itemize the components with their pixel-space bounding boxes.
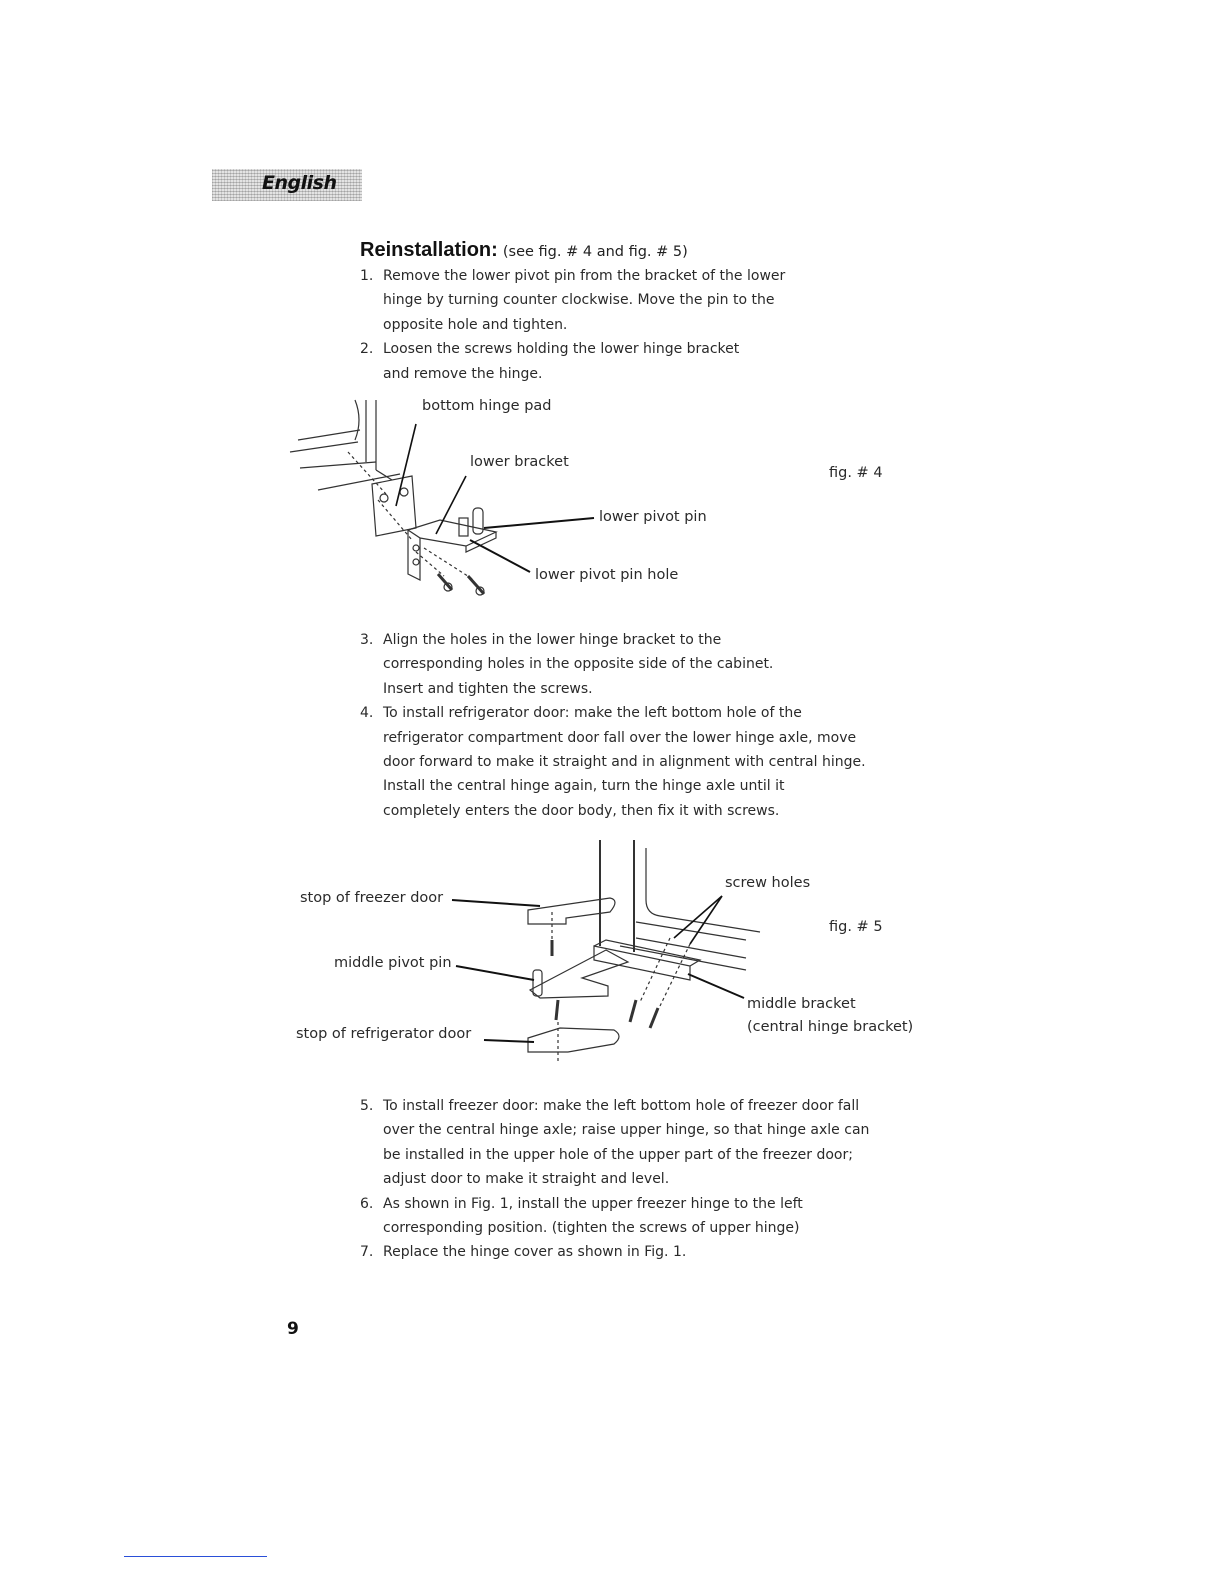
step-number: 1. <box>360 268 374 284</box>
step-item <box>360 1240 869 1264</box>
label-central-hinge-bracket: (central hinge bracket) <box>747 1019 914 1035</box>
label-bottom-hinge-pad: bottom hinge pad <box>422 398 552 414</box>
step-item <box>360 1192 869 1241</box>
step-number: 2. <box>360 341 374 358</box>
step-line: door forward to make it straight and in alignment with central hinge. <box>383 754 866 771</box>
label-stop-of-refrigerator-door: stop of refrigerator door <box>296 1026 472 1042</box>
step-line: refrigerator compartment door fall over the lower hinge axle, move <box>383 729 857 746</box>
step-line: adjust door to make it straight and level. <box>383 1171 670 1188</box>
figure-4-caption: fig. # 4 <box>829 465 883 481</box>
step-number: 6. <box>360 1195 374 1212</box>
steps-part2 <box>360 628 866 823</box>
figure-5-caption: fig. # 5 <box>829 919 883 935</box>
page-number: 9 <box>287 1319 299 1339</box>
step-item <box>360 337 785 386</box>
label-lower-pivot-pin: lower pivot pin <box>599 509 707 525</box>
step-line: corresponding holes in the opposite side of the cabinet. <box>383 656 774 673</box>
step-line: As shown in Fig. 1, install the upper freezer hinge to the left <box>383 1195 803 1212</box>
step-line: To install refrigerator door: make the left bottom hole of the <box>383 705 802 722</box>
section-title: Reinstallation: <box>360 239 498 261</box>
step-line: Install the central hinge again, turn the hinge axle until it <box>383 778 785 795</box>
step-line: completely enters the door body, then fix it with screws. <box>383 802 780 819</box>
step-line: hinge by turning counter clockwise. Move the pin to the <box>383 292 775 309</box>
step-line: opposite hole and tighten. <box>383 316 568 333</box>
section-heading <box>360 239 688 262</box>
step-line: To install freezer door: make the left bottom hole of freezer door fall <box>383 1098 860 1114</box>
label-middle-pivot-pin: middle pivot pin <box>334 955 452 971</box>
step-line: Align the holes in the lower hinge bracket to the <box>383 632 722 648</box>
label-lower-bracket: lower bracket <box>470 454 569 470</box>
step-number: 7. <box>360 1244 374 1261</box>
step-line: corresponding position. (tighten the screws of upper hinge) <box>383 1220 800 1237</box>
step-line: Remove the lower pivot pin from the bracket of the lower <box>383 268 786 284</box>
footnote-rule <box>124 1556 267 1557</box>
step-line: Loosen the screws holding the lower hinge bracket <box>383 341 740 358</box>
steps-part1 <box>360 264 785 386</box>
step-item <box>360 701 866 823</box>
label-lower-pivot-pin-hole: lower pivot pin hole <box>535 567 679 583</box>
step-line: Insert and tighten the screws. <box>383 680 593 697</box>
label-middle-bracket: middle bracket <box>747 996 856 1012</box>
label-stop-of-freezer-door: stop of freezer door <box>300 890 444 906</box>
step-number: 3. <box>360 632 374 648</box>
step-line: be installed in the upper hole of the upper part of the freezer door; <box>383 1146 853 1163</box>
step-item <box>360 628 866 701</box>
step-line: and remove the hinge. <box>383 365 543 382</box>
step-item <box>360 264 785 337</box>
language-label: English <box>262 172 337 194</box>
step-number: 4. <box>360 705 374 722</box>
label-screw-holes: screw holes <box>725 875 811 891</box>
step-item <box>360 1094 869 1192</box>
step-line: over the central hinge axle; raise upper hinge, so that hinge axle can <box>383 1122 870 1139</box>
step-number: 5. <box>360 1098 374 1114</box>
step-line: Replace the hinge cover as shown in Fig. 1. <box>383 1244 687 1261</box>
steps-part3 <box>360 1094 869 1265</box>
section-note: (see fig. # 4 and fig. # 5) <box>502 244 688 260</box>
